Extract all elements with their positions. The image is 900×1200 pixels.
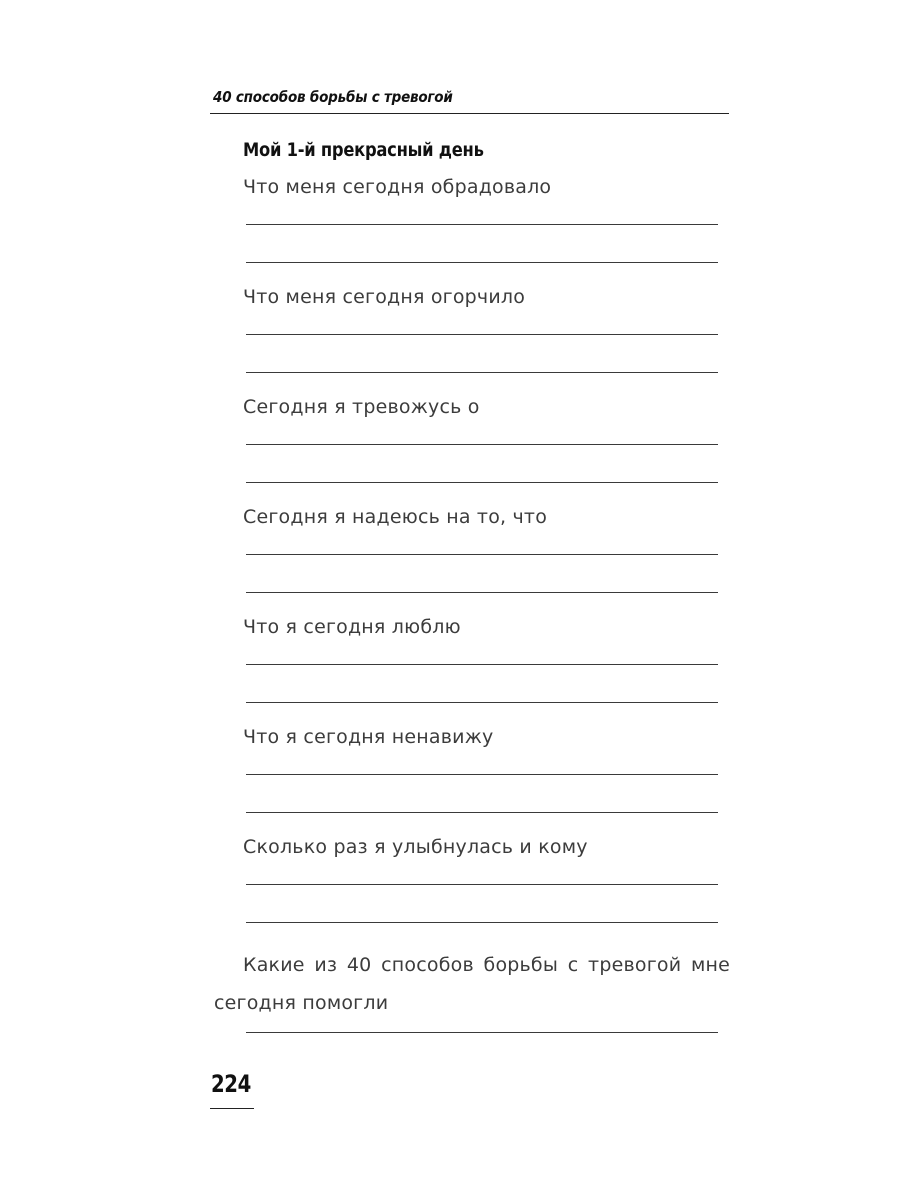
answer-line[interactable] <box>246 444 718 445</box>
answer-line[interactable] <box>246 372 718 373</box>
prompt-8-line-2: сегодня помогли <box>214 992 389 1014</box>
prompt-5: Что я сегодня люблю <box>243 616 461 638</box>
answer-line[interactable] <box>246 884 718 885</box>
section-title: Мой 1-й прекрасный день <box>243 139 484 161</box>
answer-line[interactable] <box>246 334 718 335</box>
running-header: 40 способов борьбы с тревогой <box>213 88 453 106</box>
page-number-rule <box>210 1108 254 1109</box>
answer-line[interactable] <box>246 592 718 593</box>
answer-line[interactable] <box>246 482 718 483</box>
answer-line[interactable] <box>246 1032 718 1033</box>
prompt-2: Что меня сегодня огорчило <box>243 286 526 308</box>
prompt-3: Сегодня я тревожусь о <box>243 396 480 418</box>
header-rule <box>210 113 729 114</box>
prompt-1: Что меня сегодня обрадовало <box>243 176 552 198</box>
answer-line[interactable] <box>246 774 718 775</box>
answer-line[interactable] <box>246 702 718 703</box>
prompt-7: Сколько раз я улыбнулась и кому <box>243 836 588 858</box>
prompt-4: Сегодня я надеюсь на то, что <box>243 506 548 528</box>
answer-line[interactable] <box>246 224 718 225</box>
prompt-8-line-1: Какие из 40 способов борьбы с тревогой мне <box>243 954 730 976</box>
page-number: 224 <box>211 1070 251 1098</box>
answer-line[interactable] <box>246 922 718 923</box>
answer-line[interactable] <box>246 554 718 555</box>
answer-line[interactable] <box>246 262 718 263</box>
prompt-6: Что я сегодня ненавижу <box>243 726 494 748</box>
answer-line[interactable] <box>246 664 718 665</box>
prompt-8 <box>214 946 730 1022</box>
answer-line[interactable] <box>246 812 718 813</box>
